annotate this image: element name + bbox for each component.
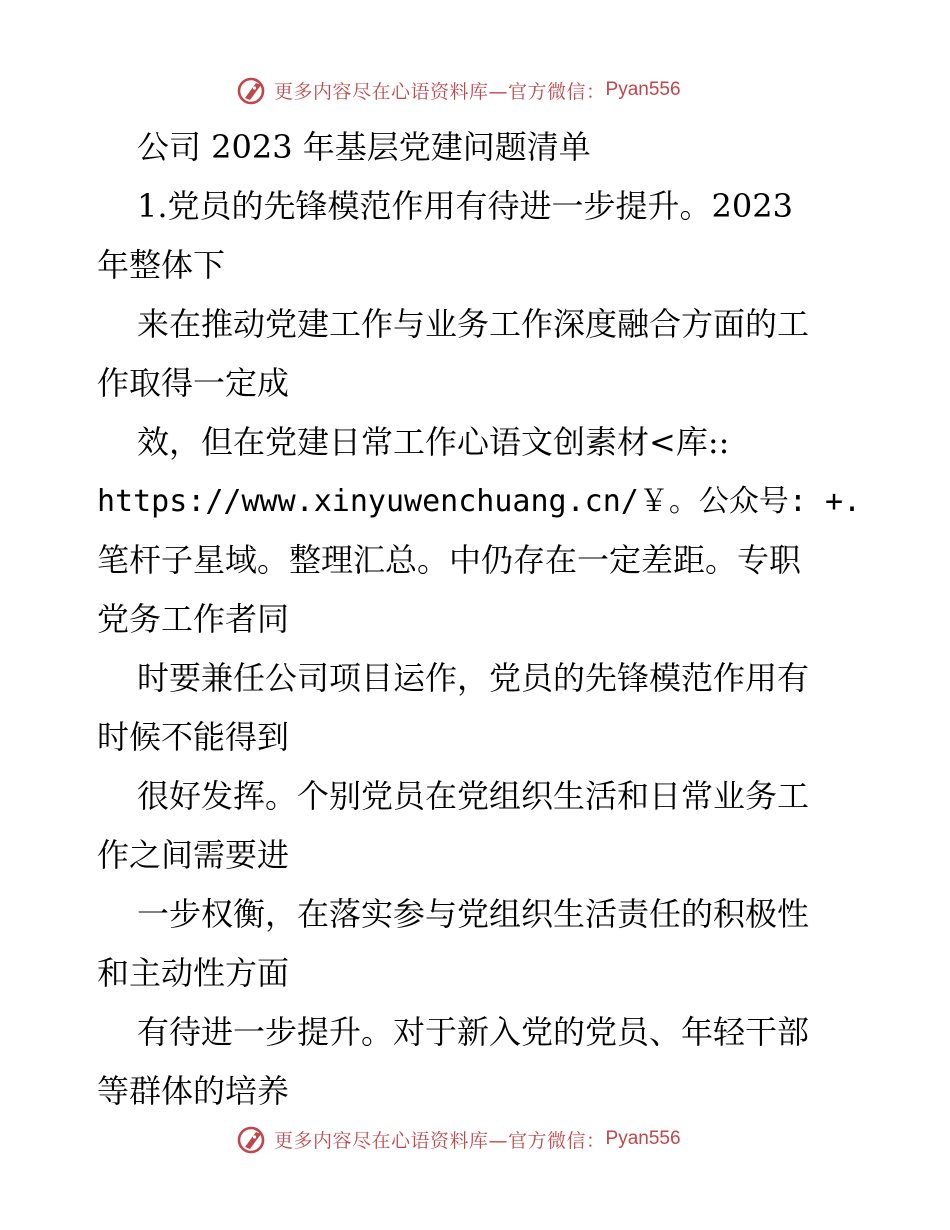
pen-nib-circle-icon	[236, 1123, 268, 1155]
paragraph-line: 等群体的培养	[97, 1072, 290, 1110]
paragraph-line: 党务工作者同	[97, 600, 290, 638]
url-line: https://www.xinyuwenchuang.cn/￥。公众号: +.	[97, 484, 862, 519]
paragraph-line: 作之间需要进	[97, 836, 290, 874]
paragraph-line: 有待进一步提升。对于新入党的党员、年轻干部	[137, 1013, 810, 1051]
watermark-text: 更多内容尽在心语资料库—官方微信：	[274, 80, 606, 103]
paragraph-line: 一步权衡，在落实参与党组织生活责任的积极性	[137, 895, 810, 933]
document-title: 公司 2023 年基层党建问题清单	[137, 128, 591, 166]
paragraph-line: 1.党员的先锋模范作用有待进一步提升。2023	[137, 187, 793, 225]
watermark-header	[236, 72, 681, 108]
paragraph-line: 笔杆子星域。整理汇总。中仍存在一定差距。专职	[97, 541, 802, 579]
paragraph-line: 效，但在党建日常工作心语文创素材<库::	[137, 423, 730, 461]
paragraph-line: 很好发挥。个别党员在党组织生活和日常业务工	[137, 777, 810, 815]
paragraph-line: 时要兼任公司项目运作，党员的先锋模范作用有	[137, 659, 810, 697]
paragraph-line: 年整体下	[97, 246, 226, 284]
paragraph-line: 时候不能得到	[97, 718, 290, 756]
pen-nib-circle-icon	[236, 74, 268, 106]
watermark-account: Pyan556	[605, 1128, 681, 1149]
watermark-footer	[236, 1121, 681, 1157]
watermark-account: Pyan556	[605, 79, 681, 100]
paragraph-line: 来在推动党建工作与业务工作深度融合方面的工	[137, 305, 810, 343]
paragraph-line: 作取得一定成	[97, 364, 290, 402]
paragraph-line: 和主动性方面	[97, 954, 290, 992]
document-body	[97, 118, 862, 1121]
watermark-text: 更多内容尽在心语资料库—官方微信：	[274, 1129, 606, 1152]
